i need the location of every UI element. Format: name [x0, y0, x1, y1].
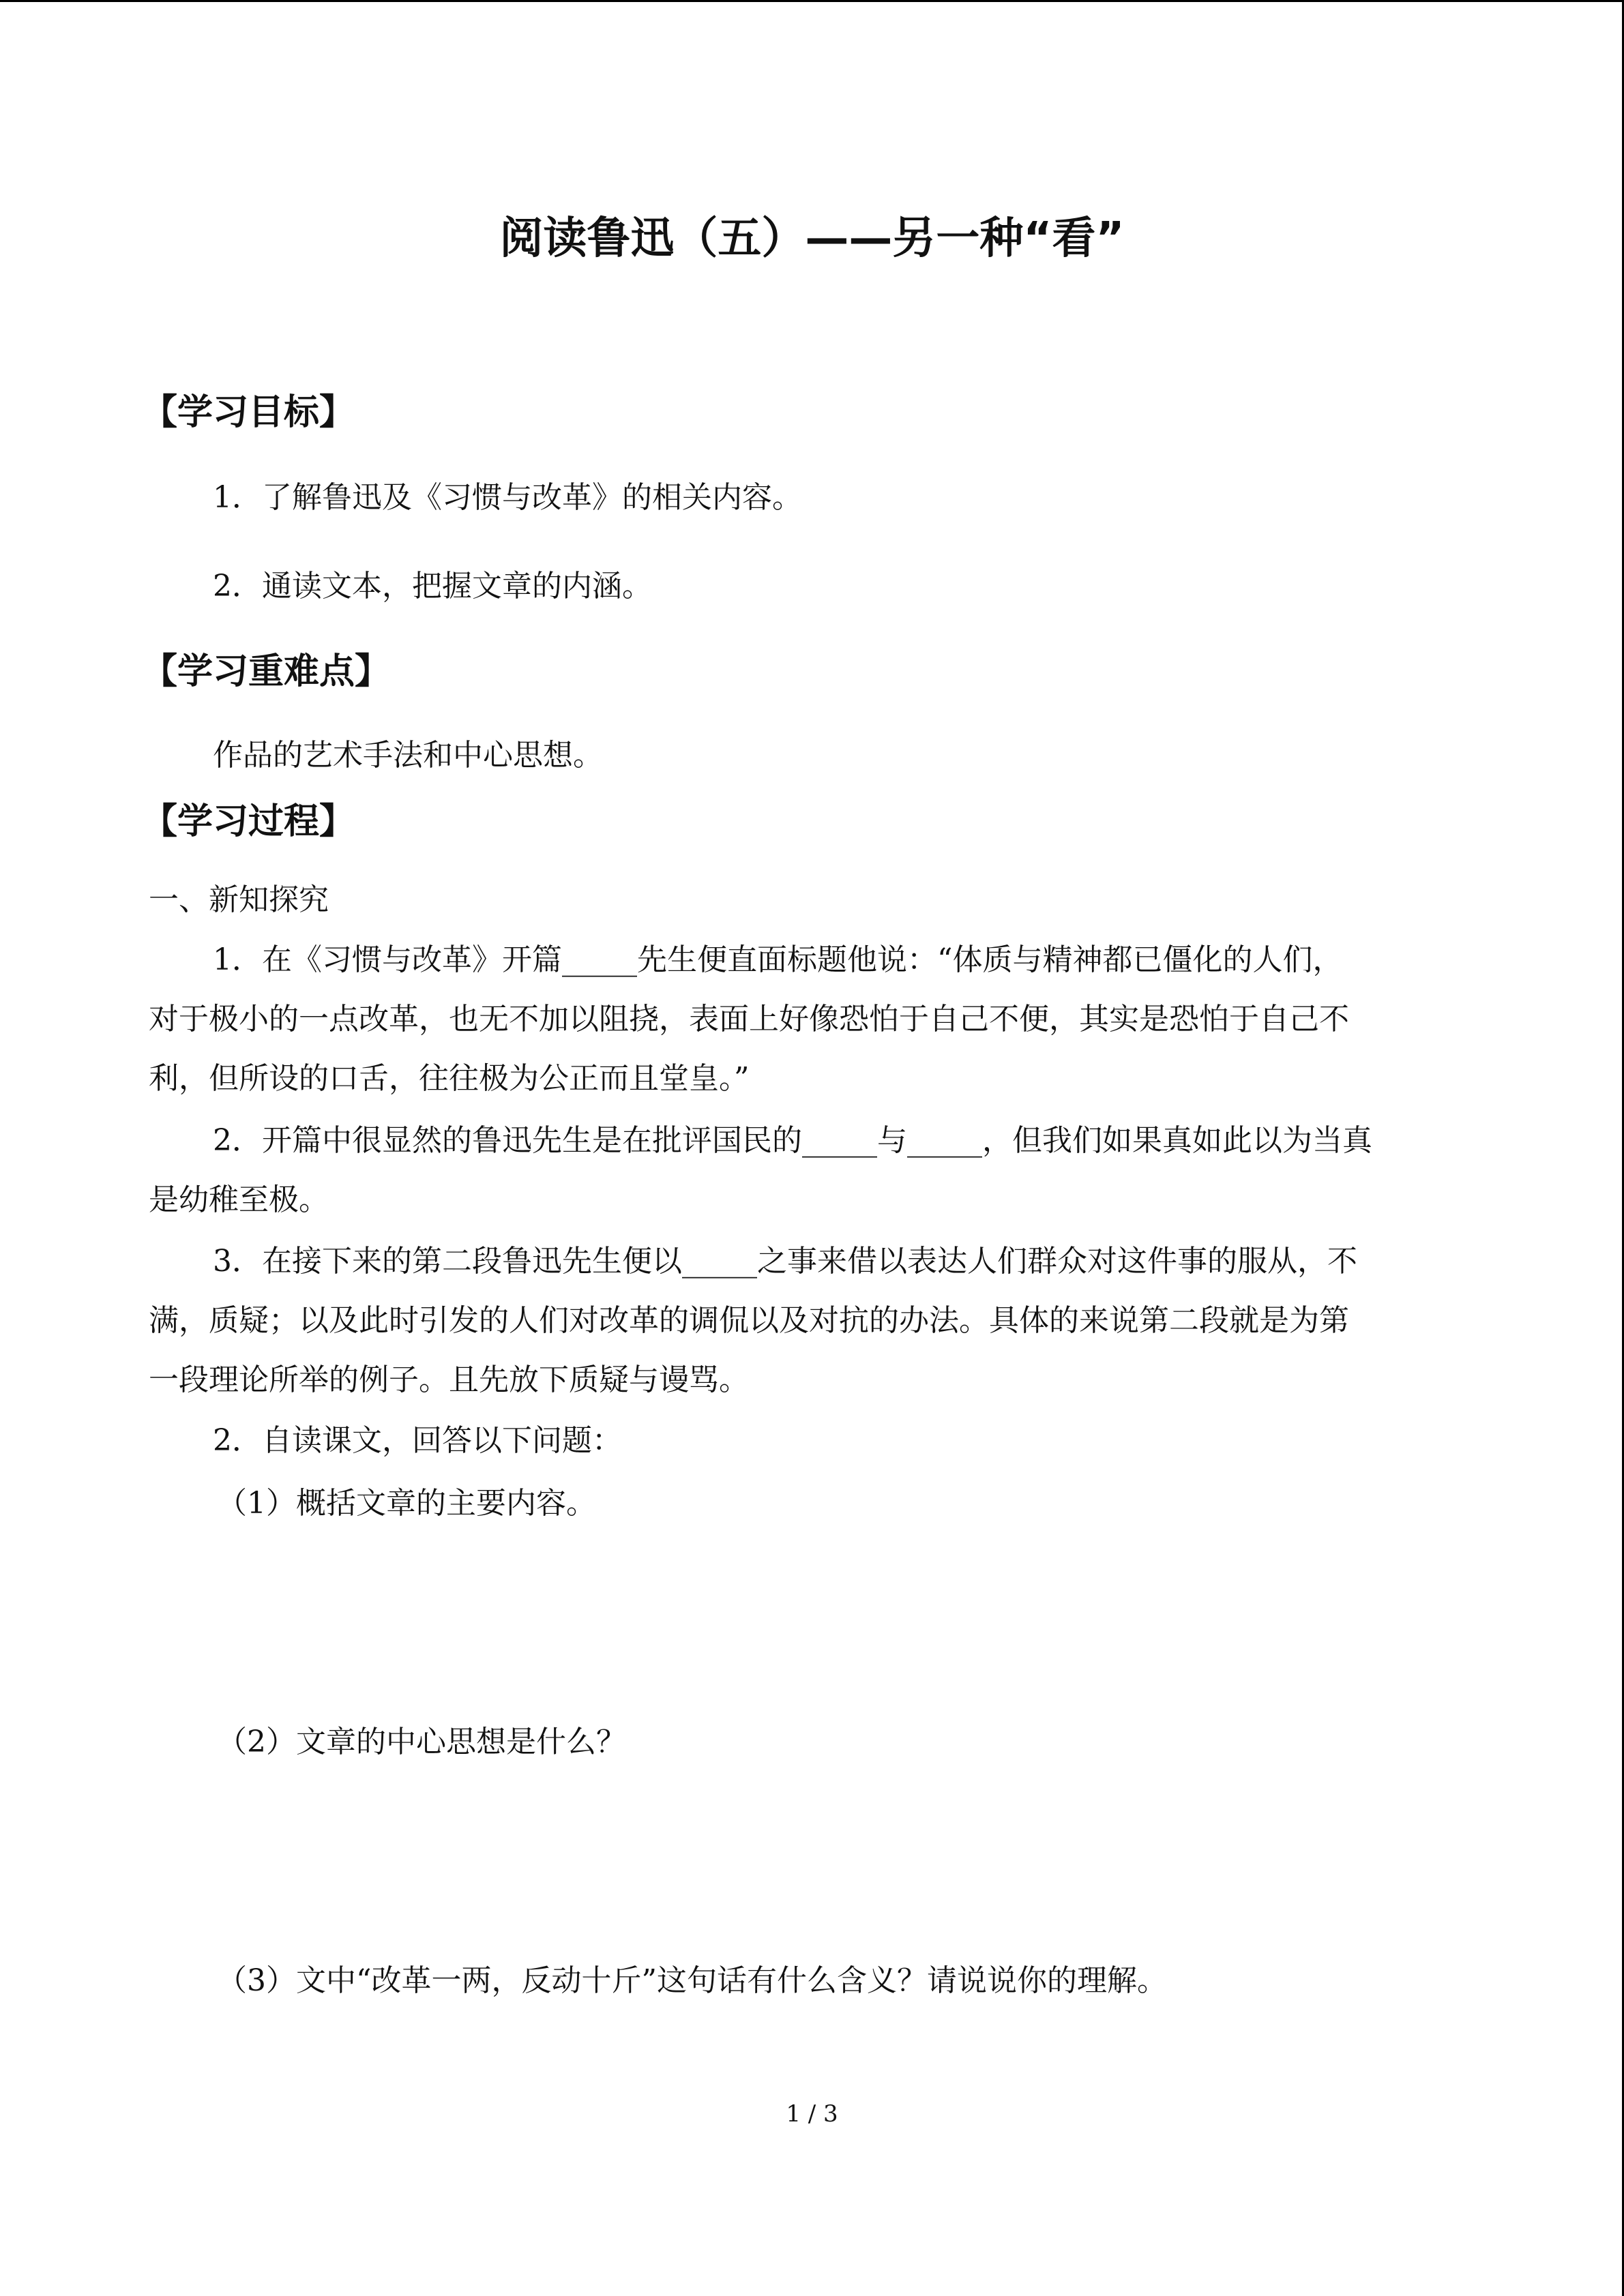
heading-key-points: 【学习重难点】 [142, 651, 391, 692]
objective-item-2: 2．通读文本，把握文章的内涵。 [213, 569, 652, 603]
question-2: （2）文章的中心思想是什么？ [217, 1725, 626, 1759]
question-3: （3）文中“改革一两，反动十斤”这句话有什么含义？请说说你的理解。 [217, 1963, 1167, 1998]
process-line-9: 2．自读课文，回答以下问题： [213, 1423, 622, 1458]
process-line-5: 是幼稚至极。 [149, 1182, 329, 1217]
process-line-1: 1．在《习惯与改革》开篇_____先生便直面标题他说：“体质与精神都已僵化的人们， [213, 942, 1343, 977]
page-top-border [0, 0, 1624, 2]
process-line-2: 对于极小的一点改革，也无不加以阻挠，表面上好像恐怕于自己不便，其实是恐怕于自己不 [149, 1002, 1349, 1037]
heading-objectives: 【学习目标】 [142, 392, 355, 433]
process-line-6: 3．在接下来的第二段鲁迅先生便以_____之事来借以表达人们群众对这件事的服从，不 [213, 1244, 1357, 1279]
process-line-4: 2．开篇中很显然的鲁迅先生是在批评国民的_____与_____，但我们如果真如此以为当真 [213, 1123, 1372, 1158]
page-number: 1 / 3 [786, 2100, 838, 2128]
question-1: （1）概括文章的主要内容。 [217, 1486, 596, 1521]
objective-item-1: 1．了解鲁迅及《习惯与改革》的相关内容。 [213, 480, 802, 515]
key-points-text: 作品的艺术手法和中心思想。 [213, 738, 603, 773]
process-line-7: 满，质疑；以及此时引发的人们对改革的调侃以及对抗的办法。具体的来说第二段就是为第 [149, 1303, 1349, 1338]
page-title: 阅读鲁迅（五）——另一种“看” [499, 213, 1125, 264]
heading-process: 【学习过程】 [142, 801, 355, 842]
process-line-3: 利，但所设的口舌，往往极为公正而且堂皇。” [149, 1061, 750, 1096]
subheading-new-knowledge: 一、新知探究 [149, 882, 329, 917]
process-line-8: 一段理论所举的例子。且先放下质疑与谩骂。 [149, 1362, 749, 1397]
